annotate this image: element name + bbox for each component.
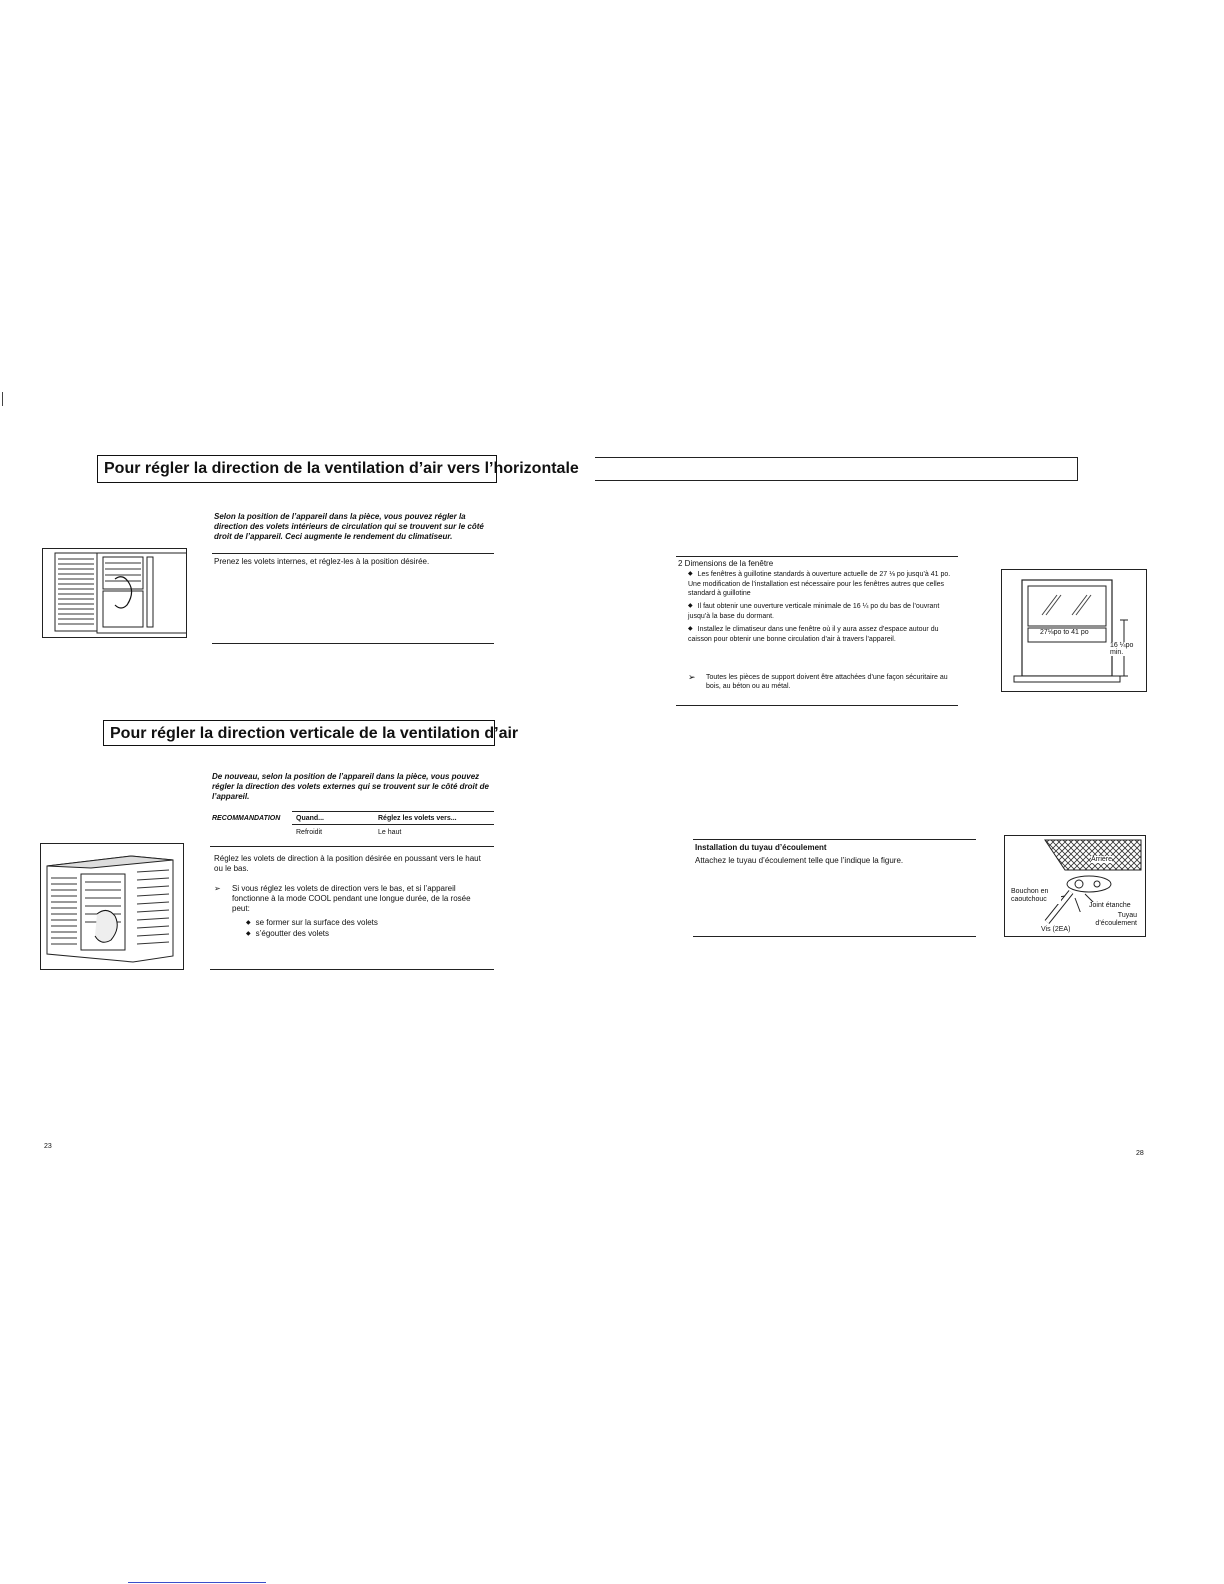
- page-number: 28: [1136, 1150, 1144, 1157]
- divider: [212, 553, 494, 554]
- back-label: Arrière: [1091, 856, 1113, 863]
- drain-text: Attachez le tuyau d’écoulement telle que l’indique la figure.: [695, 856, 904, 865]
- internal-louvers-figure: [42, 548, 187, 638]
- bullet-item: ◆ s’égoutter des volets: [246, 929, 329, 940]
- bullet-item: ◆ se former sur la surface des volets: [246, 918, 378, 929]
- divider: [676, 705, 958, 706]
- width-label: 27⅛po to 41 po: [1040, 629, 1089, 636]
- seal-label: Joint étanche: [1089, 902, 1131, 909]
- divider: [693, 839, 976, 840]
- bullet-item: ◆ Installez le climatiseur dans une fenêtre où il y aura assez d’espace autour du caisson pour obtenir une bonne circulation d’air à travers l’appareil.: [688, 625, 960, 644]
- screw-label: Vis (2EA): [1041, 926, 1071, 933]
- note-text: Si vous réglez les volets de direction vers le bas, et si l’appareil fonctionne à la mode COOL pendant une longue durée, de la rosée peut:: [232, 884, 471, 913]
- divider: [212, 643, 494, 644]
- table-cell: Refroidit: [296, 829, 323, 836]
- note-symbol: ➢: [214, 884, 221, 893]
- window-dimensions-title: 2 Dimensions de la fenêtre: [678, 559, 774, 568]
- recommendation-label: RECOMMANDATION: [212, 815, 281, 822]
- empty-header-box: [595, 457, 1078, 481]
- divider: [210, 846, 494, 847]
- note-symbol: ➢: [688, 672, 696, 682]
- instruction-text: Réglez les volets de direction à la position désirée en poussant vers le haut ou le bas.: [214, 854, 481, 873]
- drain-hose-figure: [1004, 835, 1146, 937]
- table-cell: Le haut: [378, 829, 402, 836]
- note-text: Toutes les pièces de support doivent être attachées d’une façon sécuritaire au bois, au béton ou au métal.: [706, 674, 948, 690]
- table-rule: [292, 824, 494, 825]
- section-intro: Selon la position de l’appareil dans la pièce, vous pouvez régler la direction des volets intérieurs de circulation qui se trouvent sur le côté droit de l’appareil. Ceci augmente le rendement du climatiseur.: [214, 512, 484, 541]
- external-louvers-figure: [40, 843, 184, 970]
- bullet-item: ◆ Il faut obtenir une ouverture verticale minimale de 16 ¼ po du bas de l’ouvrant jusqu’à la base du dormant.: [688, 602, 960, 621]
- bullet-item: ◆ Les fenêtres à guillotine standards à ouverture actuelle de 27 ⅛ po jusqu’à 41 po. Une modification de l’installation est nécessaire pour les fenêtres autres que celles standard à guillotine: [688, 570, 960, 598]
- height-label: 16 ¼po min.: [1110, 642, 1146, 656]
- table-header-when: Quand...: [296, 815, 324, 822]
- bottom-line: [128, 1582, 266, 1583]
- section-header-horizontal: [97, 455, 579, 483]
- ac-unit-illustration: [43, 549, 186, 637]
- divider: [676, 556, 958, 557]
- section-header-vertical: [103, 720, 519, 746]
- drain-title: Installation du tuyau d’écoulement: [695, 843, 827, 852]
- plug-label: Bouchon en caoutchouc: [1011, 888, 1061, 904]
- instruction-text: Prenez les volets internes, et réglez-les à la position désirée.: [214, 557, 430, 566]
- table-header-adjust: Réglez les volets vers...: [378, 815, 457, 822]
- section-title: Pour régler la direction verticale de la ventilation d’air: [110, 725, 519, 742]
- page-number: 23: [44, 1143, 52, 1150]
- ac-unit-illustration: [41, 844, 183, 969]
- divider: [693, 936, 976, 937]
- table-rule: [292, 811, 494, 812]
- section-title: Pour régler la direction de la ventilation d’air vers l’horizontale: [104, 460, 579, 477]
- section-intro: De nouveau, selon la position de l’appareil dans la pièce, vous pouvez régler la direction des volets externes qui se trouvent sur le côté droit de l’appareil.: [212, 772, 489, 801]
- hose-label: Tuyau d’écoulement: [1077, 912, 1137, 928]
- page-edge-line: [2, 392, 3, 406]
- window-dimensions-figure: [1001, 569, 1147, 692]
- divider: [210, 969, 494, 970]
